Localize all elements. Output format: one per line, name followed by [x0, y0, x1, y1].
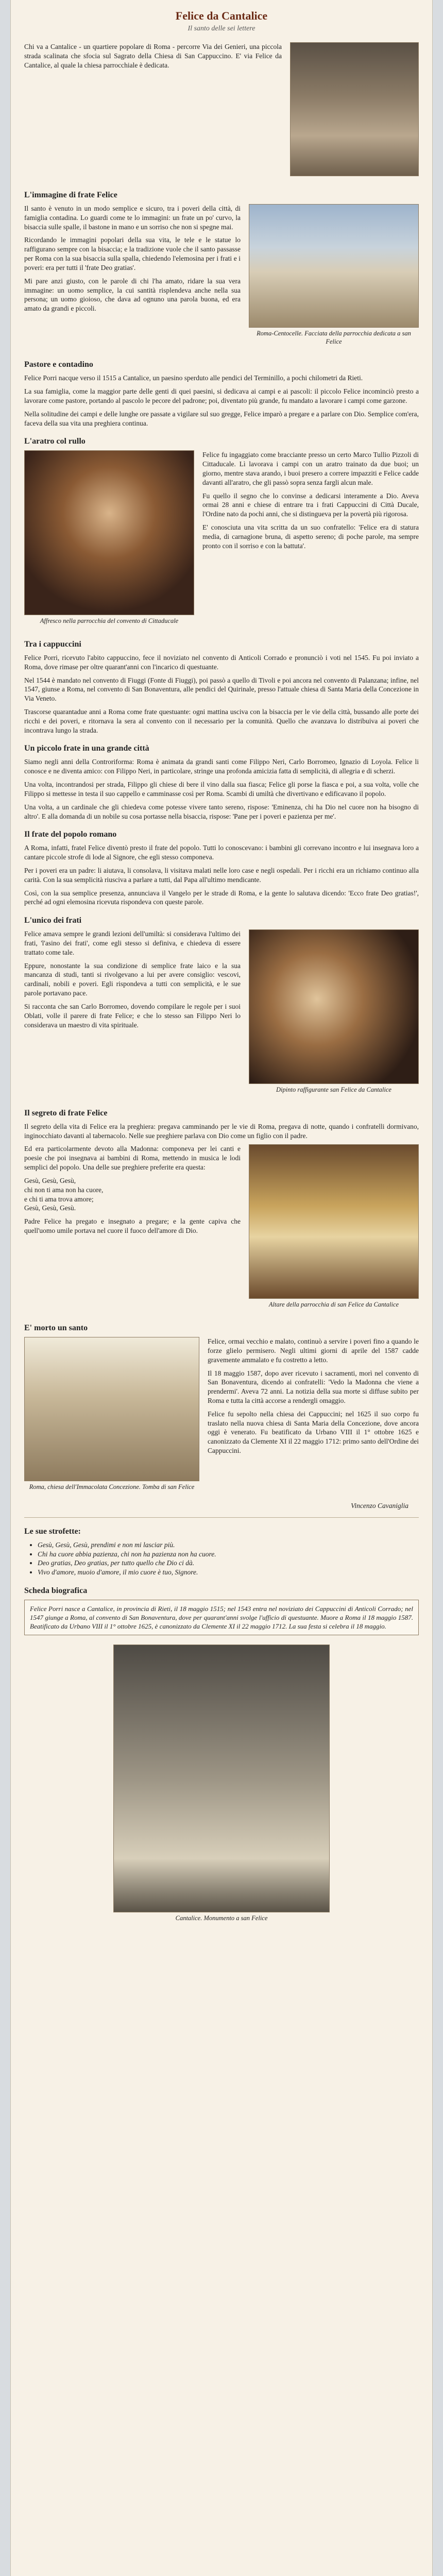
figure-caption: Affresco nella parrocchia del convento di Cittaducale [40, 617, 179, 625]
section-heading: L'immagine di frate Felice [24, 191, 117, 199]
paragraph: Felice fu sepolto nella chiesa dei Cappuccini; nel 1625 il suo corpo fu traslato nella nuova chiesa di Santa Maria della Concezione, dove ancora oggi è venerato. Fu beatificato da Urbano VIII il 1° ottobre 1625 e canonizzato da Clemente XI il 22 maggio 1712: primo santo dell'Ordine dei Cappuccini. [208, 1410, 419, 1454]
author-signature: Vincenzo Cavaniglia [351, 1501, 408, 1510]
figure-caption: Altare della parrocchia di san Felice da Cantalice [268, 1301, 399, 1309]
paragraph: Ricordando le immagini popolari della sua vita, le tele e le statue lo raffigurano sempre con la bisaccia; e la tradizione vuole che il santo passasse per Roma con la sua bisaccia sulla spalla, chiedendo l'elemosina per i frati e i poveri: era per tutti il 'frate Deo gratias'. [24, 236, 241, 272]
paragraph: Trascorse quarantadue anni a Roma come frate questuante: ogni mattina usciva con la bisaccia per le vie della città, bussando alle porte dei ricchi e dei poveri, e ritornava la sera al convento con il necessario per la comunità. Quello che avanzava lo distribuiva ai poveri che incontrava lungo la strada. [24, 708, 419, 734]
paragraph: Felice Porri nacque verso il 1515 a Cantalice, un paesino sperduto alle pendici del Terminillo, a pochi chilometri da Rieti. [24, 374, 363, 382]
figure-caption: Cantalice. Monumento a san Felice [175, 1914, 268, 1922]
paragraph: Eppure, nonostante la sua condizione di semplice frate laico e la sua mancanza di studi, tanti si rivolgevano a lui per avere consiglio: vescovi, cardinali, nobili e poveri. Egli rispondeva a tutti con semplicità, e le sue parole portavano pace. [24, 961, 241, 997]
intro-figure [290, 42, 419, 176]
intro-image [290, 42, 419, 176]
paragraph: E' conosciuta una vita scritta da un suo confratello: 'Felice era di statura media, di carnagione bruna, di aspetto sereno; di poche parole, ma sempre pronto con il sorriso e con la battuta'. [202, 523, 419, 550]
paragraph: Padre Felice ha pregato e insegnato a pregare; e la gente capiva che quell'uomo umile portava nel cuore il fuoco dell'amore di Dio. [24, 1217, 241, 1234]
paragraph: Nel 1544 è mandato nel convento di Fiuggi (Fonte di Fiuggi), poi passò a quello di Tivoli e poi ancora nel convento di Palanzana; infine, nel 1547, giunse a Roma, nel convento di San Bonaventura, alle pendici del Quirinale, presso l'attuale chiesa di Santa Maria della Concezione in Via Veneto. [24, 676, 419, 703]
section-heading: Tra i cappuccini [24, 639, 81, 649]
paragraph: La sua famiglia, come la maggior parte delle genti di quei paesini, si dedicava ai campi e ai pascoli: il piccolo Felice incominciò presto a lavorare come pastore, portando al pascolo le pecore del padrone; poi, diventato più grande, fu mandato a lavorare i campi come garzone. [24, 387, 419, 404]
paragraph: Ed era particolarmente devoto alla Madonna: componeva per lei canti e poesie che poi insegnava ai bambini di Roma, mettendo in musica le lodi semplici del popolo. Una delle sue preghiere preferite era questa: [24, 1145, 241, 1172]
church-image [249, 204, 419, 328]
tomb-image [24, 1337, 199, 1481]
figure-caption: Roma-Centocelle. Facciata della parrocchia dedicata a san Felice [257, 330, 411, 345]
section-heading: Un piccolo frate in una grande città [24, 744, 149, 753]
notes-heading: Le sue strofette: [24, 1527, 81, 1536]
section-figure [249, 204, 419, 346]
list-item: • Vivo d'amore, muoio d'amore, il mio cuore è tuo, Signore. [38, 1568, 419, 1577]
verse-line: chi non ti ama non ha cuore, [24, 1185, 104, 1194]
intro-paragraph: Chi va a Cantalice - un quartiere popolare di Roma - percorre Via dei Genieri, una piccola strada scalinata che sfocia sul Sagrato della Chiesa di San Cappuccino. E' via Felice da Cantalice, al quale la chiesa parrocchiale è dedicata. [24, 43, 282, 69]
paragraph: Nella solitudine dei campi e delle lunghe ore passate a vigilare sul suo gregge, Felice imparò a pregare e a parlare con Dio. Semplice com'era, faceva della sua vita una preghiera continua. [24, 410, 419, 427]
notes-list [38, 1540, 419, 1577]
altar-image [249, 1144, 419, 1299]
paragraph: Il segreto della vita di Felice era la preghiera: pregava camminando per le vie di Roma, pregava di notte, quando i confratelli dormivano, inginocchiato davanti al tabernacolo. Nelle sue preghiere parlava con Dio come un figlio con il padre. [24, 1122, 419, 1140]
paragraph: Si racconta che san Carlo Borromeo, dovendo compilare le regole per i suoi Oblati, volle il parere di frate Felice; e che lo stesso san Filippo Neri lo considerava un maestro di vita spirituale. [24, 1002, 241, 1029]
section-heading: Pastore e contadino [24, 360, 93, 369]
paragraph: Così, con la sua semplice presenza, annunciava il Vangelo per le strade di Roma, e la gente lo salutava dicendo: 'Ecco frate Deo gratias!', perché ad ogni elemosina ricevuta rispondeva con queste parole. [24, 889, 419, 906]
paragraph: Felice amava sempre le grandi lezioni dell'umiltà: si considerava l'ultimo dei frati, 'l'asino dei frati', come egli stesso si definiva, e chiedeva di essere trattato come tale. [24, 930, 241, 956]
section-figure [249, 929, 419, 1094]
section-figure [24, 450, 194, 625]
schedule-box: Felice Porri nasce a Cantalice, in provincia di Rieti, il 18 maggio 1515; nel 1543 entra nel noviziato dei Cappuccini di Anticoli Corrado; nel 1547 giunge a Roma, al convento di San Bonaventura, dove per quarant'anni svolge l'ufficio di questuante. Muore a Roma il 18 maggio 1587. Beatificato da Urbano VIII il 1° ottobre 1625, è canonizzato da Clemente XI il 22 maggio 1712. La sua festa si celebra il 18 maggio. [24, 1600, 419, 1635]
paragraph: Una volta, a un cardinale che gli chiedeva come potesse vivere tanto sereno, rispose: 'Eminenza, chi ha Dio nel cuore non ha bisogno di altro'. E alla domanda di un nobile su cosa portasse nella bisaccia, rispose: 'Pane per i poveri e pazienza per me'. [24, 803, 419, 820]
paragraph: Fu quello il segno che lo convinse a dedicarsi interamente a Dio. Aveva ormai 28 anni e chiese di entrare tra i frati Cappuccini di Città Ducale, l'Ordine nato da pochi anni, che si distingueva per la povertà più rigorosa. [202, 492, 419, 518]
paragraph: Una volta, incontrandosi per strada, Filippo gli chiese di bere il vino dalla sua fiasca; Felice gli porse la fiasca e poi, a sua volta, volle che Filippo si mettesse in testa il suo cappello e camminasse così per Roma. Scambi di umiltà che divertivano e edificavano il popolo. [24, 781, 419, 798]
section-heading: Il segreto di frate Felice [24, 1108, 108, 1117]
paragraph: Felice Porri, ricevuto l'abito cappuccino, fece il noviziato nel convento di Anticoli Corrado e pronunciò i voti nel 1545. Fu poi inviato a Roma, dove rimase per oltre quarant'anni con l'incarico di questuante. [24, 653, 419, 671]
figure-caption: Dipinto raffigurante san Felice da Cantalice [276, 1086, 391, 1094]
verse-line: Gesù, Gesù, Gesù, [24, 1176, 76, 1184]
list-item: • Chi ha cuore abbia pazienza, chi non ha pazienza non ha cuore. [38, 1550, 419, 1559]
divider [24, 1517, 419, 1518]
monument-image [113, 1645, 330, 1912]
paragraph: Siamo negli anni della Controriforma: Roma è animata da grandi santi come Filippo Neri, Carlo Borromeo, Ignazio di Loyola. Felice li conosce e ne diventa amico: con Filippo Neri, in particolare, stringe una profonda amicizia fatta di semplicità, di allegria e di scherzi. [24, 758, 419, 775]
page-subtitle: Il santo delle sei lettere [188, 25, 255, 32]
paragraph: Mi pare anzi giusto, con le parole di chi l'ha amato, ridare la sua vera immagine: un uomo semplice, la cui santità risplendeva anche nella sua persona; un uomo gioioso, che dava ad ognuno una parola buona, ed era amato da grandi e piccoli. [24, 277, 241, 313]
paragraph: A Roma, infatti, fratel Felice diventò presto il frate del popolo. Tutti lo conoscevano: i bambini gli correvano incontro e lui insegnava loro a cantare piccole strofe di lode al Signore, che egli stesso componeva. [24, 844, 419, 861]
section-figure [249, 1144, 419, 1309]
fresco-image [24, 450, 194, 615]
verse-line: e chi ti ama trova amore; [24, 1195, 94, 1203]
section-heading: Il frate del popolo romano [24, 830, 117, 839]
list-item: • Deo gratias, Deo gratias, per tutto quello che Dio ci dà. [38, 1558, 419, 1568]
page-title: Felice da Cantalice [175, 9, 268, 22]
paragraph: Felice fu ingaggiato come bracciante presso un certo Marco Tullio Pizzoli di Cittaducale. Lì lavorava i campi con un aratro trainato da due buoi; un giorno, mentre stava arando, i buoi presero a correre impazziti e Felice cadde davanti all'aratro, che gli passò sopra senza fargli alcun male. [202, 451, 419, 486]
paragraph: Felice, ormai vecchio e malato, continuò a servire i poveri fino a quando le forze glielo permisero. Negli ultimi giorni di aprile del 1587 cadde gravemente ammalato e fu costretto a letto. [208, 1337, 419, 1364]
final-figure [113, 1645, 330, 1923]
section-heading: L'unico dei frati [24, 916, 82, 925]
page [10, 0, 433, 2576]
section-figure [24, 1337, 199, 1492]
schedule-heading: Scheda biografica [24, 1586, 88, 1595]
paragraph: Per i poveri era un padre: li aiutava, li consolava, li visitava malati nelle loro case e negli ospedali. Per i ricchi era un richiamo continuo alla carità. Con la sua semplicità riusciva a parlare a tutti, dal Papa all'ultimo mendicante. [24, 866, 419, 884]
verse-line: Gesù, Gesù, Gesù. [24, 1204, 76, 1212]
list-item: • Gesù, Gesù, Gesù, prendimi e non mi lasciar più. [38, 1540, 419, 1550]
paragraph: Il 18 maggio 1587, dopo aver ricevuto i sacramenti, morì nel convento di San Bonaventura, dicendo ai confratelli: 'Vedo la Madonna che viene a prendermi'. Aveva 72 anni. La notizia della sua morte si diffuse subito per Roma e tutta la città accorse a rendergli omaggio. [208, 1369, 419, 1404]
paragraph: Il santo è venuto in un modo semplice e sicuro, tra i poveri della città, di famiglia contadina. Lo guardi come te lo immagini: un frate un po' curvo, la bisaccia sulle spalle, il bastone in mano e un sorriso che non si spegne mai. [24, 205, 241, 231]
painting-image [249, 929, 419, 1084]
section-heading: L'aratro col rullo [24, 437, 86, 446]
figure-caption: Roma, chiesa dell'Immacolata Concezione. Tomba di san Felice [29, 1483, 195, 1491]
section-heading: E' morto un santo [24, 1324, 88, 1333]
